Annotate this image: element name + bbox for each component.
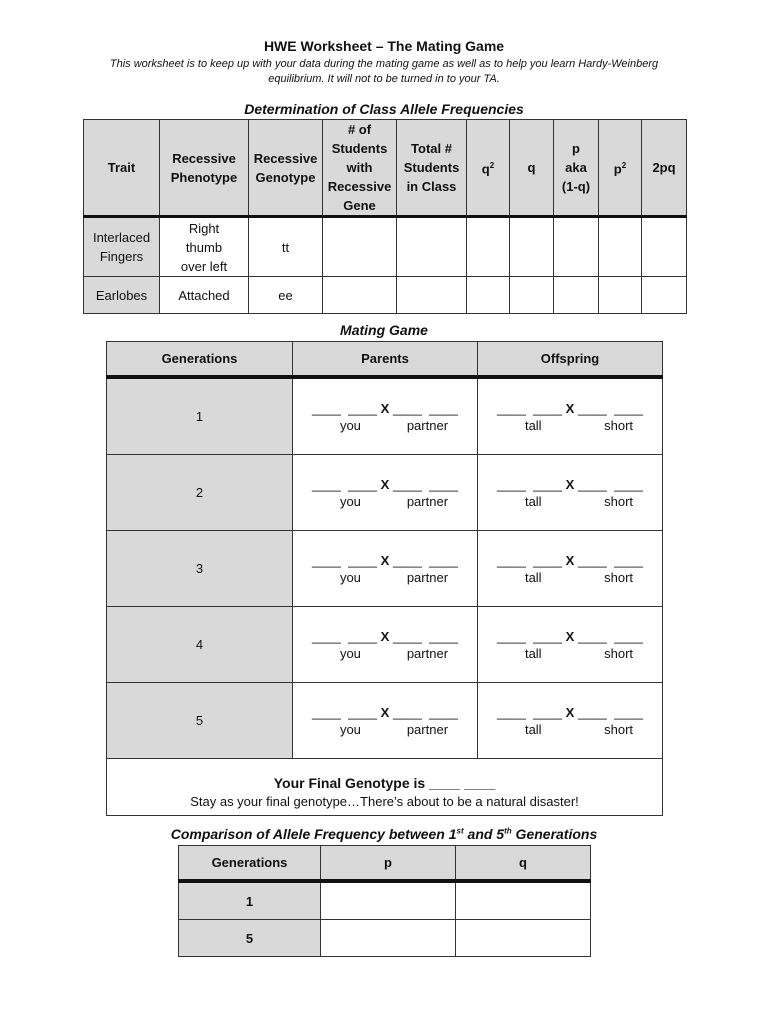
worksheet-title: HWE Worksheet – The Mating Game (263, 38, 505, 54)
generation-number: 1 (107, 377, 293, 455)
generation-label: 1 (179, 881, 321, 920)
generation-number: 3 (107, 531, 293, 607)
header-generations: Generations (179, 846, 321, 882)
section1-title: Determination of Class Allele Frequencies (244, 101, 524, 117)
generation-row (107, 377, 663, 455)
mating-game-table (106, 341, 663, 816)
header-parents: Parents (293, 342, 478, 378)
table-row (179, 881, 591, 920)
header-q: q (456, 846, 591, 882)
header-p-squared: $p^2$ (599, 120, 642, 217)
entry-cell[interactable] (554, 217, 599, 277)
trait-cell: Interlaced Fingers (84, 217, 160, 277)
genotype-cell: ee (249, 277, 323, 314)
trait-cell: Earlobes (84, 277, 160, 314)
final-genotype-prompt: Your Final Genotype is ____ ____ (273, 775, 496, 791)
entry-cell[interactable] (323, 277, 397, 314)
generation-label: 5 (179, 920, 321, 957)
header-total-students: Total # Students in Class (397, 120, 467, 217)
header-generations: Generations (107, 342, 293, 378)
header-trait: Trait (84, 120, 160, 217)
entry-cell[interactable] (510, 217, 554, 277)
header-num-recessive: # of Students with Recessive Gene (323, 120, 397, 217)
section2-title: Mating Game (340, 322, 428, 338)
phenotype-cell: Right thumb over left (160, 217, 249, 277)
allele-frequency-table (83, 119, 687, 314)
comparison-table (178, 845, 591, 957)
phenotype-cell: Attached (160, 277, 249, 314)
section3-title: Comparison of Allele Frequency between 1st and 5th Generations (170, 826, 598, 842)
entry-cell[interactable] (642, 217, 687, 277)
entry-cell[interactable] (397, 217, 467, 277)
table-row (179, 920, 591, 957)
header-offspring: Offspring (478, 342, 663, 378)
header-q-squared: $q^2$ (467, 120, 510, 217)
final-genotype-cell (107, 759, 663, 816)
header-2pq: 2pq (642, 120, 687, 217)
header-p: p (321, 846, 456, 882)
header-recessive-phenotype: Recessive Phenotype (160, 120, 249, 217)
parents-cell[interactable]: ____ ____ X ____ ____ you partner (293, 683, 478, 759)
entry-cell[interactable] (456, 920, 591, 957)
parents-cell[interactable]: ____ ____ X ____ ____ you partner (293, 455, 478, 531)
entry-cell[interactable] (554, 277, 599, 314)
offspring-cell[interactable]: ____ ____ X ____ ____ tall short (478, 377, 663, 455)
offspring-cell[interactable]: ____ ____ X ____ ____ tall short (478, 455, 663, 531)
offspring-cell[interactable]: ____ ____ X ____ ____ tall short (478, 607, 663, 683)
header-q: q (510, 120, 554, 217)
table-row (84, 217, 687, 277)
offspring-cell[interactable]: ____ ____ X ____ ____ tall short (478, 683, 663, 759)
entry-cell[interactable] (599, 217, 642, 277)
entry-cell[interactable] (323, 217, 397, 277)
intro-text: This worksheet is to keep up with your data during the mating game as well as to help you learn Hardy-Weinberg equilibrium. It will not to be turned in to your TA. (109, 58, 659, 85)
generation-number: 2 (107, 455, 293, 531)
genotype-cell: tt (249, 217, 323, 277)
entry-cell[interactable] (642, 277, 687, 314)
parents-cell[interactable]: ____ ____ X ____ ____ you partner (293, 531, 478, 607)
header-recessive-genotype: Recessive Genotype (249, 120, 323, 217)
parents-cell[interactable]: ____ ____ X ____ ____ you partner (293, 607, 478, 683)
offspring-cell[interactable]: ____ ____ X ____ ____ tall short (478, 531, 663, 607)
entry-cell[interactable] (321, 881, 456, 920)
entry-cell[interactable] (456, 881, 591, 920)
header-p: p aka (1-q) (554, 120, 599, 217)
entry-cell[interactable] (321, 920, 456, 957)
entry-cell[interactable] (467, 277, 510, 314)
parents-cell[interactable]: ____ ____ X ____ ____ you partner (293, 377, 478, 455)
entry-cell[interactable] (397, 277, 467, 314)
entry-cell[interactable] (510, 277, 554, 314)
final-genotype-note: Stay as your final genotype…There’s about to be a natural disaster! (190, 794, 579, 809)
generation-row (107, 531, 663, 607)
generation-number: 4 (107, 607, 293, 683)
generation-row (107, 455, 663, 531)
table-row (84, 277, 687, 314)
generation-row (107, 607, 663, 683)
generation-row (107, 683, 663, 759)
generation-number: 5 (107, 683, 293, 759)
entry-cell[interactable] (599, 277, 642, 314)
entry-cell[interactable] (467, 217, 510, 277)
